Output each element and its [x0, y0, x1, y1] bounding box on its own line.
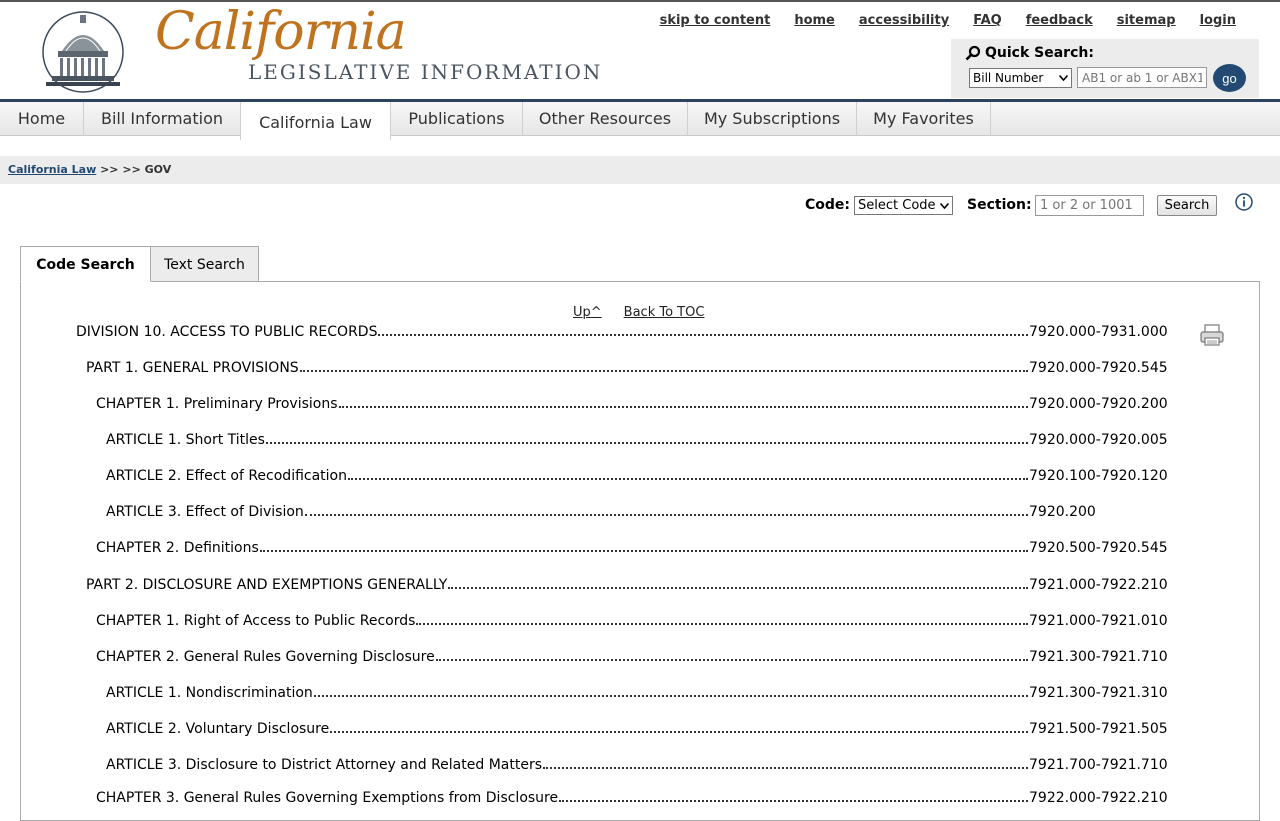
toc-row — [96, 786, 1029, 806]
toc-row — [96, 645, 1029, 665]
tab-code-search[interactable]: Code Search — [20, 246, 151, 282]
printer-icon[interactable] — [1199, 323, 1225, 347]
section-input[interactable] — [1035, 195, 1144, 216]
toc-row — [86, 356, 1029, 376]
toc-heading-link[interactable]: ARTICLE 1. Nondiscrimination — [106, 685, 313, 701]
toc-heading-link[interactable]: CHAPTER 2. Definitions — [96, 540, 259, 556]
code-select-value: Select Code — [858, 198, 936, 213]
nav-tab-california-law[interactable]: California Law — [240, 102, 391, 140]
toc-range — [1029, 320, 1168, 340]
toc-navigation — [573, 305, 726, 320]
toc-row — [106, 500, 1029, 520]
quick-search-go-button[interactable]: go — [1213, 64, 1246, 92]
toc-range — [1029, 645, 1168, 665]
breadcrumb-california-law-link[interactable]: California Law — [8, 163, 97, 176]
leader-dots — [339, 406, 1028, 408]
toc-heading-link[interactable]: ARTICLE 3. Disclosure to District Attorney and Related Matters — [106, 757, 542, 773]
toc-range-link[interactable]: 7921.000-7921.010 — [1029, 613, 1168, 629]
toc-row — [96, 392, 1029, 412]
quick-search-type-value: Bill Number — [973, 71, 1044, 85]
nav-tab-home[interactable]: Home — [0, 102, 84, 136]
toc-range — [1029, 428, 1168, 448]
toc-range-link[interactable]: 7920.200 — [1029, 504, 1096, 520]
leader-dots — [330, 731, 1028, 733]
toc-heading-link[interactable]: CHAPTER 3. General Rules Governing Exemptions from Disclosure — [96, 790, 559, 806]
feedback-link[interactable]: feedback — [1025, 13, 1093, 28]
search-icon — [965, 45, 981, 61]
info-icon[interactable] — [1235, 193, 1253, 211]
leader-dots — [378, 334, 1028, 336]
leader-dots — [448, 587, 1028, 589]
code-section-search — [0, 195, 1280, 217]
leader-dots — [314, 695, 1028, 697]
leader-dots — [260, 550, 1028, 552]
toc-range-link[interactable]: 7920.000-7920.545 — [1029, 360, 1168, 376]
toc-heading-link[interactable]: ARTICLE 2. Voluntary Disclosure — [106, 721, 330, 737]
toc-range-link[interactable]: 7920.500-7920.545 — [1029, 540, 1168, 556]
chevron-down-icon — [1059, 75, 1068, 81]
toc-row — [106, 464, 1029, 484]
toc-heading-link[interactable]: ARTICLE 1. Short Titles — [106, 432, 265, 448]
toc-range-link[interactable]: 7921.300-7921.310 — [1029, 685, 1168, 701]
leader-dots — [305, 514, 1028, 516]
toc-range-link[interactable]: 7920.000-7920.200 — [1029, 396, 1168, 412]
tab-text-search[interactable]: Text Search — [150, 246, 259, 282]
toc-range-link[interactable]: 7921.500-7921.505 — [1029, 721, 1168, 737]
toc-range-link[interactable]: 7921.700-7921.710 — [1029, 757, 1168, 773]
leader-dots — [266, 442, 1028, 444]
code-select[interactable] — [854, 196, 953, 215]
quick-search-panel — [951, 39, 1259, 98]
toc-range — [1029, 786, 1168, 806]
code-label: Code: — [805, 197, 851, 213]
toc-row — [96, 609, 1029, 629]
nav-tab-my-favorites[interactable]: My Favorites — [857, 102, 991, 136]
toc-row — [76, 320, 1029, 340]
home-link[interactable]: home — [794, 13, 835, 28]
quick-search-title — [965, 45, 1094, 61]
toc-row — [106, 753, 1029, 773]
toc-heading-link[interactable]: ARTICLE 2. Effect of Recodification — [106, 468, 347, 484]
sitemap-link[interactable]: sitemap — [1116, 13, 1176, 28]
toc-range — [1029, 464, 1168, 484]
breadcrumb-trail: >> >> GOV — [96, 163, 172, 176]
section-search-button[interactable]: Search — [1157, 195, 1217, 216]
back-to-toc-link[interactable]: Back To TOC — [623, 305, 705, 320]
toc-heading-link[interactable]: PART 1. GENERAL PROVISIONS — [86, 360, 299, 376]
utility-links — [660, 13, 1236, 28]
toc-range — [1029, 356, 1168, 376]
nav-tab-other-resources[interactable]: Other Resources — [523, 102, 688, 136]
leader-dots — [416, 623, 1028, 625]
quick-search-type-select[interactable] — [969, 68, 1072, 88]
leader-dots — [543, 767, 1028, 769]
logo-wordmark[interactable]: California — [155, 2, 406, 62]
leader-dots — [559, 800, 1028, 802]
toc-range — [1029, 500, 1096, 520]
login-link[interactable]: login — [1199, 13, 1236, 28]
accessibility-link[interactable]: accessibility — [858, 13, 950, 28]
toc-range — [1029, 609, 1168, 629]
toc-heading-link[interactable]: PART 2. DISCLOSURE AND EXEMPTIONS GENERALLY — [86, 577, 448, 593]
main-nav — [0, 99, 1280, 136]
site-header — [0, 0, 1280, 99]
toc-heading-link[interactable]: CHAPTER 1. Right of Access to Public Records — [96, 613, 416, 629]
leader-dots — [348, 478, 1028, 480]
toc-row — [86, 573, 1029, 593]
toc-row — [106, 717, 1029, 737]
skip-to-content-link[interactable]: skip to content — [659, 13, 771, 28]
leader-dots — [300, 370, 1028, 372]
toc-heading-link[interactable]: CHAPTER 2. General Rules Governing Disclosure — [96, 649, 435, 665]
toc-heading-link[interactable]: ARTICLE 3. Effect of Division — [106, 504, 304, 520]
toc-row — [106, 681, 1029, 701]
toc-range-link[interactable]: 7920.000-7931.000 — [1029, 324, 1168, 340]
toc-row — [96, 536, 1029, 556]
faq-link[interactable]: FAQ — [973, 13, 1002, 28]
toc-range — [1029, 392, 1168, 412]
up-link[interactable]: Up^ — [573, 305, 602, 320]
quick-search-label: Quick Search: — [985, 45, 1094, 61]
section-label: Section: — [967, 197, 1032, 213]
toc-range-link[interactable]: 7921.300-7921.710 — [1029, 649, 1168, 665]
toc-range — [1029, 573, 1168, 593]
toc-row — [106, 428, 1029, 448]
toc-range-link[interactable]: 7920.100-7920.120 — [1029, 468, 1168, 484]
toc-range — [1029, 717, 1168, 737]
capitol-dome-logo-icon[interactable] — [40, 11, 126, 93]
leader-dots — [436, 659, 1028, 661]
nav-tab-bill-information[interactable]: Bill Information — [84, 102, 241, 136]
breadcrumb — [0, 156, 1280, 184]
nav-tab-my-subscriptions[interactable]: My Subscriptions — [688, 102, 857, 136]
logo-subtitle[interactable]: LEGISLATIVE INFORMATION — [248, 60, 603, 84]
toc-heading-link[interactable]: DIVISION 10. ACCESS TO PUBLIC RECORDS — [76, 324, 378, 340]
quick-search-input[interactable] — [1077, 67, 1207, 88]
toc-range-link[interactable]: 7920.000-7920.005 — [1029, 432, 1168, 448]
chevron-down-icon — [940, 203, 949, 209]
nav-tab-publications[interactable]: Publications — [391, 102, 523, 136]
toc-range-link[interactable]: 7921.000-7922.210 — [1029, 577, 1168, 593]
toc-heading-link[interactable]: CHAPTER 1. Preliminary Provisions — [96, 396, 338, 412]
toc-range — [1029, 753, 1168, 773]
toc-range — [1029, 681, 1168, 701]
toc-range — [1029, 536, 1168, 556]
toc-range-link[interactable]: 7922.000-7922.210 — [1029, 790, 1168, 806]
